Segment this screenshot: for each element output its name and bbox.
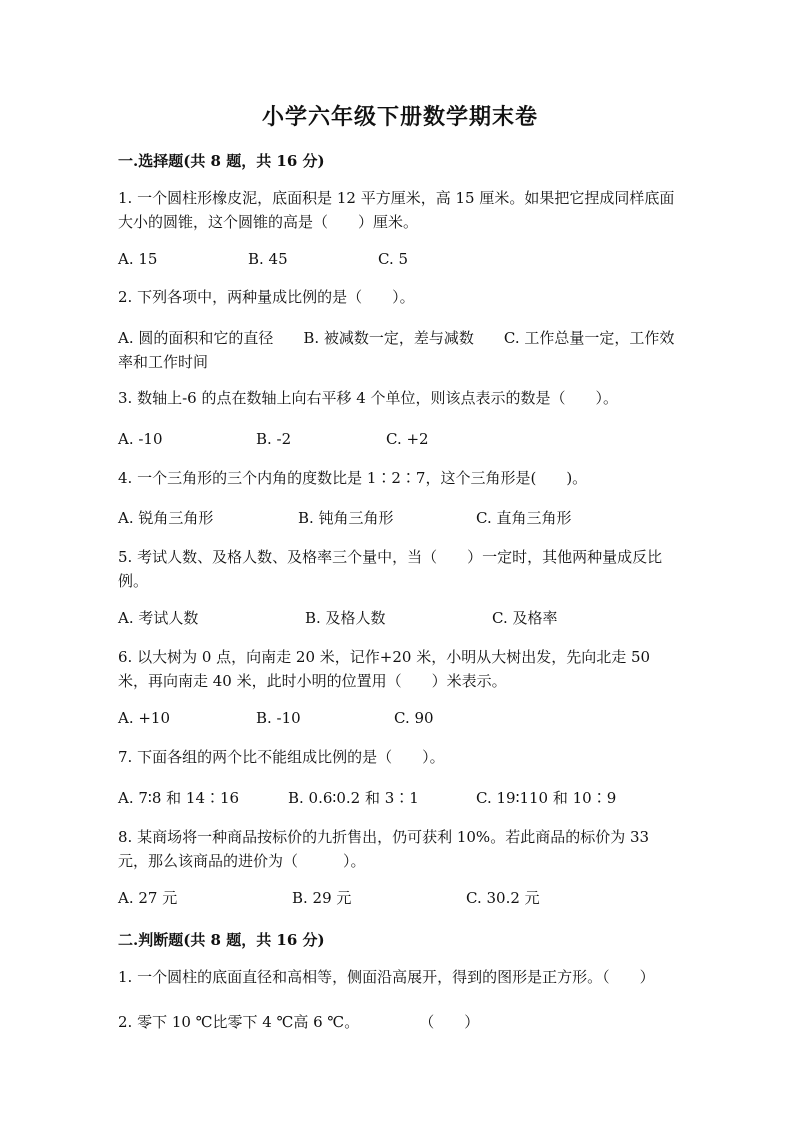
option-a[interactable]: A. -10	[118, 430, 163, 448]
section-heading-judgement: 二.判断题(共 8 题，共 16 分)	[118, 931, 325, 949]
question-4: 4. 一个三角形的三个内角的度数比是 1∶2∶7，这个三角形是( )。	[118, 469, 588, 487]
option-b[interactable]: B. 0.6∶0.2 和 3∶1	[288, 789, 419, 807]
option-b[interactable]: B. 45	[248, 250, 288, 268]
section-heading-choice: 一.选择题(共 8 题，共 16 分)	[118, 152, 325, 170]
judgement-question-1: 1. 一个圆柱的底面直径和高相等，侧面沿高展开，得到的图形是正方形。（ ）	[118, 968, 655, 986]
option-a[interactable]: A. 7∶8 和 14∶16	[118, 789, 240, 807]
question-8: 8. 某商场将一种商品按标价的九折售出，仍可获利 10%。若此商品的标价为 33 元，那么该商品的进价为（ ）。	[118, 828, 650, 870]
option-a[interactable]: A. 锐角三角形	[118, 509, 214, 527]
option-c[interactable]: C. 30.2 元	[466, 889, 540, 907]
option-c[interactable]: C. 19∶110 和 10∶9	[476, 789, 617, 807]
option-b[interactable]: B. 及格人数	[305, 609, 386, 627]
question-2-options[interactable]: A. 圆的面积和它的直径 B. 被减数一定，差与减数 C. 工作总量一定，工作效率和工作时间	[118, 329, 675, 371]
option-b[interactable]: B. -2	[256, 430, 292, 448]
page-title: 小学六年级下册数学期末卷	[261, 104, 538, 130]
question-2: 2. 下列各项中，两种量成比例的是（ ）。	[118, 288, 415, 306]
option-c[interactable]: C. 90	[394, 709, 434, 727]
option-b[interactable]: B. -10	[256, 709, 301, 727]
question-5: 5. 考试人数、及格人数、及格率三个量中，当（ ）一定时，其他两种量成反比例。	[118, 548, 663, 590]
option-c[interactable]: C. 5	[378, 250, 409, 268]
question-1: 1. 一个圆柱形橡皮泥，底面积是 12 平方厘米，高 15 厘米。如果把它捏成同样底面大小的圆锥，这个圆锥的高是（ ）厘米。	[118, 189, 675, 231]
option-a[interactable]: A. 考试人数	[118, 609, 199, 627]
option-b[interactable]: B. 钝角三角形	[298, 509, 394, 527]
option-b[interactable]: B. 29 元	[292, 889, 352, 907]
option-c[interactable]: C. 及格率	[492, 609, 558, 627]
option-a[interactable]: A. +10	[118, 709, 171, 727]
option-c[interactable]: C. 直角三角形	[476, 509, 572, 527]
option-a[interactable]: A. 27 元	[118, 889, 178, 907]
judgement-question-2: 2. 零下 10 ℃比零下 4 ℃高 6 ℃。 （ ）	[118, 1013, 480, 1031]
option-a[interactable]: A. 15	[118, 250, 158, 268]
question-6: 6. 以大树为 0 点，向南走 20 米，记作+20 米，小明从大树出发，先向北走 50 米，再向南走 40 米，此时小明的位置用（ ）米表示。	[118, 648, 651, 690]
option-c[interactable]: C. +2	[386, 430, 429, 448]
question-7: 7. 下面各组的两个比不能组成比例的是（ ）。	[118, 748, 445, 766]
question-3: 3. 数轴上-6 的点在数轴上向右平移 4 个单位，则该点表示的数是（ ）。	[118, 389, 619, 407]
